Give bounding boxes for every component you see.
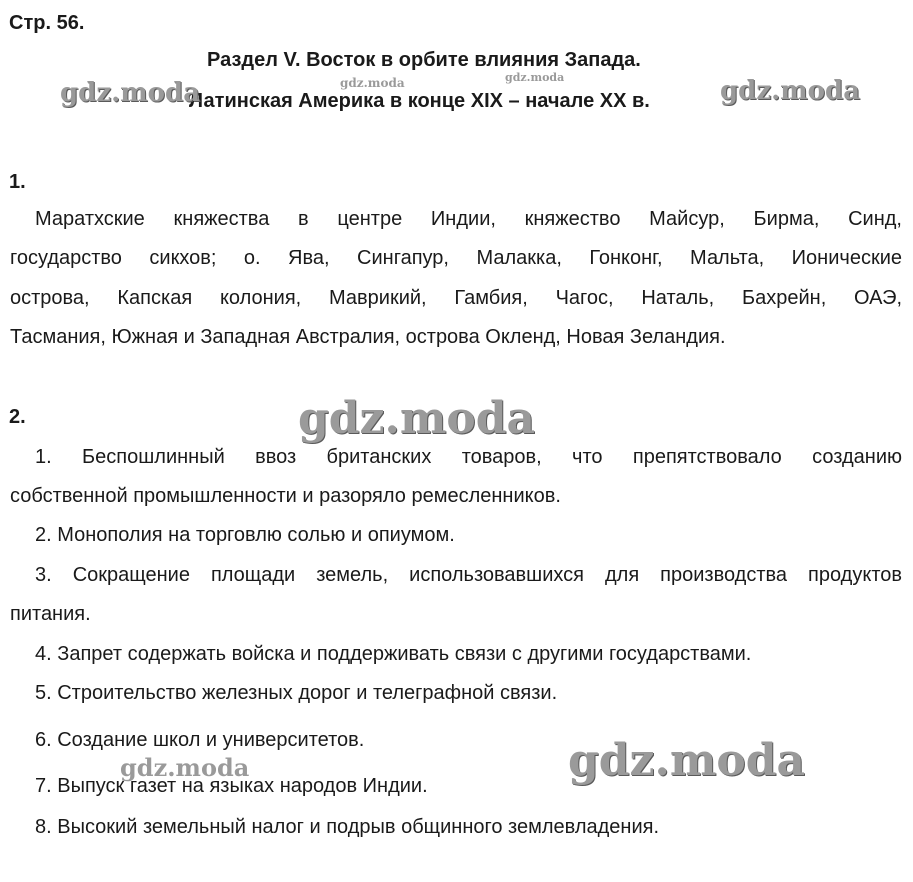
list-item: 8. Высокий земельный налог и подрыв общинного землевладения. — [35, 816, 660, 838]
section-title: Раздел V. Восток в орбите влияния Запада. — [207, 49, 641, 71]
list-item: 5. Строительство железных дорог и телеграфной связи. — [35, 682, 558, 704]
list-item: 2. Монополия на торговлю солью и опиумом. — [35, 524, 455, 546]
list-item: 6. Создание школ и университетов. — [35, 729, 365, 751]
page-reference: Стр. 56. — [9, 12, 85, 34]
watermark: gdz.moda — [60, 78, 201, 108]
task-number: 1. — [9, 171, 26, 193]
watermark: gdz.moda — [298, 393, 536, 444]
watermark: gdz.moda — [505, 71, 565, 84]
paragraph-line: государство сикхов; о. Ява, Сингапур, Малакка, Гонконг, Мальта, Ионические — [10, 247, 902, 269]
list-item: 3. Сокращение площади земель, использовавшихся для производства продуктов — [35, 564, 902, 586]
watermark: gdz.moda — [120, 753, 250, 782]
watermark: gdz.moda — [720, 76, 861, 106]
list-item: питания. — [10, 603, 91, 625]
list-item: 1. Беспошлинный ввоз британских товаров, что препятствовало созданию — [35, 446, 902, 468]
paragraph-line: острова, Капская колония, Маврикий, Гамбия, Чагос, Наталь, Бахрейн, ОАЭ, — [10, 287, 902, 309]
watermark: gdz.moda — [568, 735, 806, 786]
paragraph-line: Маратхские княжества в центре Индии, княжество Майсур, Бирма, Синд, — [35, 208, 902, 230]
list-item: собственной промышленности и разоряло ремесленников. — [10, 485, 561, 507]
list-item: 4. Запрет содержать войска и поддерживать связи с другими государствами. — [35, 643, 752, 665]
task-number: 2. — [9, 406, 26, 428]
watermark: gdz.moda — [340, 76, 405, 90]
section-subtitle: Латинская Америка в конце XIX – начале XX в. — [189, 90, 650, 112]
paragraph-line: Тасмания, Южная и Западная Австралия, острова Окленд, Новая Зеландия. — [10, 326, 726, 348]
list-item: 7. Выпуск газет на языках народов Индии. — [35, 775, 428, 797]
